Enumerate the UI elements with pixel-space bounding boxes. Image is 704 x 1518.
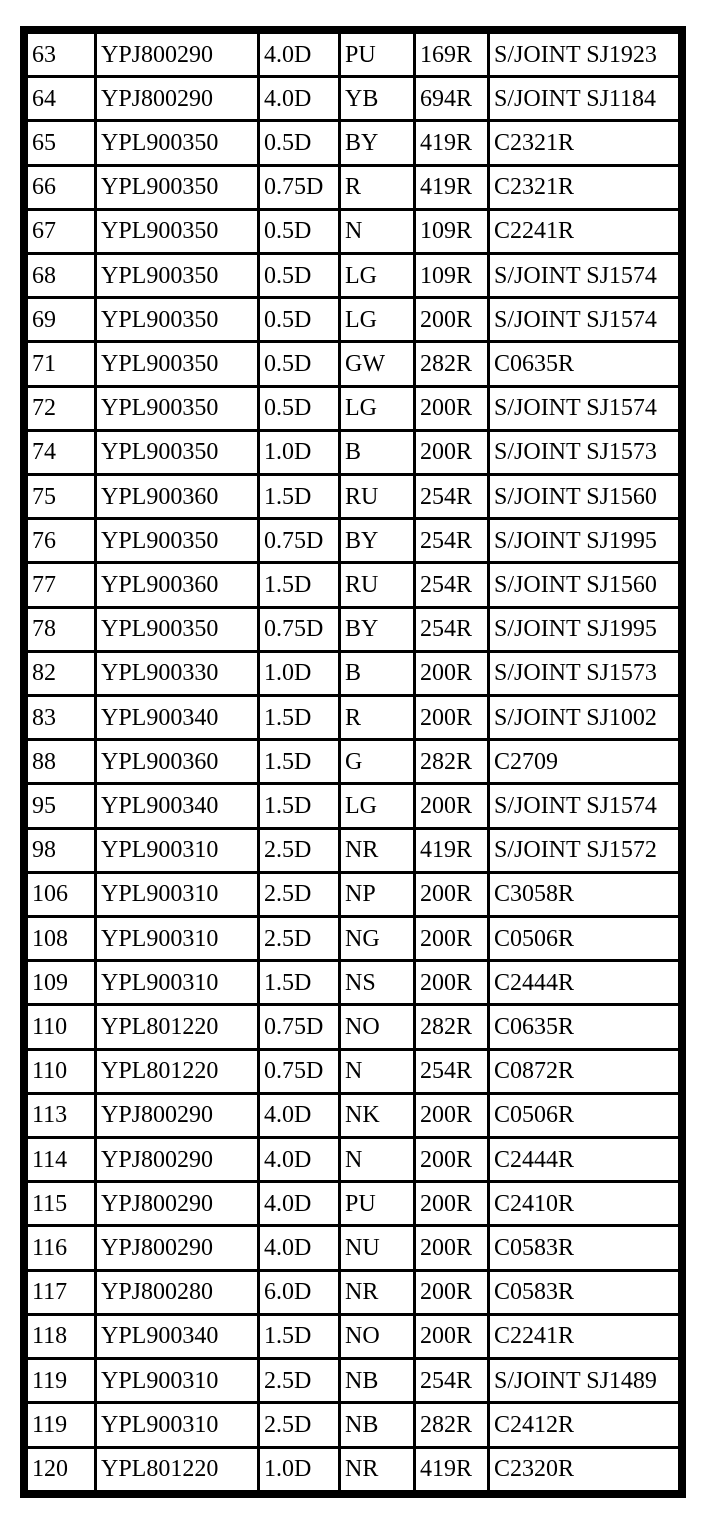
table-row bbox=[28, 299, 678, 340]
connection-cell: S/JOINT SJ1995 bbox=[490, 520, 678, 561]
index-cell: 110 bbox=[28, 1006, 94, 1047]
data-table-body bbox=[28, 34, 678, 1490]
color-code-cell: NO bbox=[341, 1316, 413, 1357]
location-cell: 200R bbox=[416, 653, 487, 694]
color-code-cell: PU bbox=[341, 1183, 413, 1224]
table-row bbox=[28, 78, 678, 119]
connection-cell: C0506R bbox=[490, 1095, 678, 1136]
table-row bbox=[28, 830, 678, 871]
connection-cell: C0872R bbox=[490, 1051, 678, 1092]
location-cell: 200R bbox=[416, 697, 487, 738]
color-code-cell: NR bbox=[341, 1449, 413, 1491]
table-row bbox=[28, 962, 678, 1003]
part-number-cell: YPL900310 bbox=[97, 874, 257, 915]
table-row bbox=[28, 388, 678, 429]
part-number-cell: YPJ800290 bbox=[97, 1183, 257, 1224]
color-code-cell: R bbox=[341, 167, 413, 208]
connection-cell: S/JOINT SJ1574 bbox=[490, 388, 678, 429]
table-row bbox=[28, 697, 678, 738]
index-cell: 95 bbox=[28, 785, 94, 826]
color-code-cell: GW bbox=[341, 343, 413, 384]
part-number-cell: YPL900350 bbox=[97, 432, 257, 473]
part-number-cell: YPJ800290 bbox=[97, 34, 257, 75]
location-cell: 200R bbox=[416, 785, 487, 826]
table-row bbox=[28, 609, 678, 650]
color-code-cell: G bbox=[341, 741, 413, 782]
index-cell: 82 bbox=[28, 653, 94, 694]
location-cell: 419R bbox=[416, 830, 487, 871]
size-cell: 4.0D bbox=[260, 78, 338, 119]
size-cell: 0.5D bbox=[260, 299, 338, 340]
table-row bbox=[28, 1272, 678, 1313]
part-number-cell: YPL801220 bbox=[97, 1006, 257, 1047]
index-cell: 72 bbox=[28, 388, 94, 429]
color-code-cell: NB bbox=[341, 1360, 413, 1401]
color-code-cell: NP bbox=[341, 874, 413, 915]
color-code-cell: N bbox=[341, 1139, 413, 1180]
connection-cell: C2321R bbox=[490, 167, 678, 208]
index-cell: 83 bbox=[28, 697, 94, 738]
location-cell: 200R bbox=[416, 1272, 487, 1313]
part-number-cell: YPL900350 bbox=[97, 609, 257, 650]
size-cell: 4.0D bbox=[260, 34, 338, 75]
part-number-cell: YPL900310 bbox=[97, 830, 257, 871]
size-cell: 0.75D bbox=[260, 520, 338, 561]
size-cell: 2.5D bbox=[260, 830, 338, 871]
connection-cell: C0635R bbox=[490, 343, 678, 384]
table-row bbox=[28, 1404, 678, 1445]
table-row bbox=[28, 653, 678, 694]
location-cell: 200R bbox=[416, 1095, 487, 1136]
location-cell: 419R bbox=[416, 1449, 487, 1491]
color-code-cell: N bbox=[341, 211, 413, 252]
index-cell: 63 bbox=[28, 34, 94, 75]
location-cell: 200R bbox=[416, 1227, 487, 1268]
size-cell: 2.5D bbox=[260, 918, 338, 959]
table-row bbox=[28, 432, 678, 473]
part-number-cell: YPL900350 bbox=[97, 520, 257, 561]
table-row bbox=[28, 741, 678, 782]
connection-cell: S/JOINT SJ1574 bbox=[490, 785, 678, 826]
color-code-cell: NU bbox=[341, 1227, 413, 1268]
connection-cell: C2241R bbox=[490, 1316, 678, 1357]
part-number-cell: YPJ800290 bbox=[97, 1227, 257, 1268]
index-cell: 115 bbox=[28, 1183, 94, 1224]
location-cell: 282R bbox=[416, 741, 487, 782]
index-cell: 113 bbox=[28, 1095, 94, 1136]
index-cell: 114 bbox=[28, 1139, 94, 1180]
connection-cell: S/JOINT SJ1560 bbox=[490, 476, 678, 517]
part-number-cell: YPJ800290 bbox=[97, 1139, 257, 1180]
size-cell: 0.75D bbox=[260, 167, 338, 208]
color-code-cell: LG bbox=[341, 388, 413, 429]
part-number-cell: YPL900310 bbox=[97, 1360, 257, 1401]
index-cell: 66 bbox=[28, 167, 94, 208]
size-cell: 1.5D bbox=[260, 785, 338, 826]
size-cell: 1.5D bbox=[260, 962, 338, 1003]
size-cell: 0.5D bbox=[260, 122, 338, 163]
location-cell: 254R bbox=[416, 520, 487, 561]
size-cell: 1.5D bbox=[260, 741, 338, 782]
table-row bbox=[28, 1227, 678, 1268]
part-number-cell: YPL900340 bbox=[97, 785, 257, 826]
index-cell: 75 bbox=[28, 476, 94, 517]
location-cell: 200R bbox=[416, 1316, 487, 1357]
table-row bbox=[28, 34, 678, 75]
part-number-cell: YPL900360 bbox=[97, 741, 257, 782]
index-cell: 67 bbox=[28, 211, 94, 252]
index-cell: 88 bbox=[28, 741, 94, 782]
connection-cell: C2241R bbox=[490, 211, 678, 252]
index-cell: 68 bbox=[28, 255, 94, 296]
index-cell: 77 bbox=[28, 564, 94, 605]
table-row bbox=[28, 785, 678, 826]
index-cell: 108 bbox=[28, 918, 94, 959]
table-row bbox=[28, 343, 678, 384]
location-cell: 694R bbox=[416, 78, 487, 119]
part-number-cell: YPL900350 bbox=[97, 388, 257, 429]
part-number-cell: YPL900360 bbox=[97, 476, 257, 517]
part-number-cell: YPL900350 bbox=[97, 255, 257, 296]
index-cell: 64 bbox=[28, 78, 94, 119]
table-row bbox=[28, 564, 678, 605]
connection-cell: C2709 bbox=[490, 741, 678, 782]
part-number-cell: YPL900360 bbox=[97, 564, 257, 605]
color-code-cell: YB bbox=[341, 78, 413, 119]
connection-cell: C3058R bbox=[490, 874, 678, 915]
table-row bbox=[28, 520, 678, 561]
location-cell: 282R bbox=[416, 343, 487, 384]
part-number-cell: YPJ800280 bbox=[97, 1272, 257, 1313]
part-number-cell: YPL900350 bbox=[97, 343, 257, 384]
size-cell: 4.0D bbox=[260, 1227, 338, 1268]
index-cell: 76 bbox=[28, 520, 94, 561]
location-cell: 282R bbox=[416, 1404, 487, 1445]
color-code-cell: R bbox=[341, 697, 413, 738]
index-cell: 65 bbox=[28, 122, 94, 163]
location-cell: 254R bbox=[416, 1360, 487, 1401]
size-cell: 1.0D bbox=[260, 432, 338, 473]
connection-cell: C0506R bbox=[490, 918, 678, 959]
index-cell: 98 bbox=[28, 830, 94, 871]
size-cell: 4.0D bbox=[260, 1095, 338, 1136]
connection-cell: S/JOINT SJ1572 bbox=[490, 830, 678, 871]
color-code-cell: LG bbox=[341, 785, 413, 826]
connection-cell: C2444R bbox=[490, 1139, 678, 1180]
table-row bbox=[28, 1360, 678, 1401]
size-cell: 2.5D bbox=[260, 1360, 338, 1401]
location-cell: 109R bbox=[416, 211, 487, 252]
index-cell: 78 bbox=[28, 609, 94, 650]
connection-cell: S/JOINT SJ1560 bbox=[490, 564, 678, 605]
color-code-cell: B bbox=[341, 653, 413, 694]
index-cell: 119 bbox=[28, 1404, 94, 1445]
connection-cell: C2410R bbox=[490, 1183, 678, 1224]
part-number-cell: YPL900350 bbox=[97, 122, 257, 163]
size-cell: 0.5D bbox=[260, 343, 338, 384]
connection-cell: C2412R bbox=[490, 1404, 678, 1445]
table-row bbox=[28, 1316, 678, 1357]
color-code-cell: NS bbox=[341, 962, 413, 1003]
location-cell: 254R bbox=[416, 476, 487, 517]
location-cell: 200R bbox=[416, 1183, 487, 1224]
connection-cell: C0583R bbox=[490, 1272, 678, 1313]
data-table-frame bbox=[20, 26, 686, 1498]
connection-cell: S/JOINT SJ1995 bbox=[490, 609, 678, 650]
size-cell: 4.0D bbox=[260, 1183, 338, 1224]
color-code-cell: LG bbox=[341, 299, 413, 340]
size-cell: 1.0D bbox=[260, 653, 338, 694]
color-code-cell: BY bbox=[341, 520, 413, 561]
table-row bbox=[28, 1006, 678, 1047]
connection-cell: S/JOINT SJ1489 bbox=[490, 1360, 678, 1401]
index-cell: 119 bbox=[28, 1360, 94, 1401]
part-number-cell: YPJ800290 bbox=[97, 78, 257, 119]
location-cell: 254R bbox=[416, 609, 487, 650]
color-code-cell: PU bbox=[341, 34, 413, 75]
location-cell: 419R bbox=[416, 122, 487, 163]
location-cell: 200R bbox=[416, 962, 487, 1003]
color-code-cell: NR bbox=[341, 830, 413, 871]
index-cell: 69 bbox=[28, 299, 94, 340]
location-cell: 419R bbox=[416, 167, 487, 208]
location-cell: 200R bbox=[416, 388, 487, 429]
table-row bbox=[28, 122, 678, 163]
table-row bbox=[28, 1449, 678, 1491]
table-row bbox=[28, 1183, 678, 1224]
location-cell: 254R bbox=[416, 564, 487, 605]
connection-cell: S/JOINT SJ1002 bbox=[490, 697, 678, 738]
size-cell: 6.0D bbox=[260, 1272, 338, 1313]
part-number-cell: YPL801220 bbox=[97, 1449, 257, 1491]
connection-cell: S/JOINT SJ1573 bbox=[490, 432, 678, 473]
location-cell: 200R bbox=[416, 874, 487, 915]
color-code-cell: B bbox=[341, 432, 413, 473]
table-row bbox=[28, 1095, 678, 1136]
connection-cell: S/JOINT SJ1574 bbox=[490, 299, 678, 340]
connection-cell: C0635R bbox=[490, 1006, 678, 1047]
connection-cell: S/JOINT SJ1923 bbox=[490, 34, 678, 75]
size-cell: 1.5D bbox=[260, 1316, 338, 1357]
index-cell: 110 bbox=[28, 1051, 94, 1092]
location-cell: 282R bbox=[416, 1006, 487, 1047]
location-cell: 254R bbox=[416, 1051, 487, 1092]
part-number-cell: YPL900310 bbox=[97, 918, 257, 959]
size-cell: 1.5D bbox=[260, 476, 338, 517]
color-code-cell: LG bbox=[341, 255, 413, 296]
table-row bbox=[28, 1139, 678, 1180]
color-code-cell: NB bbox=[341, 1404, 413, 1445]
data-table bbox=[25, 31, 681, 1493]
size-cell: 1.5D bbox=[260, 564, 338, 605]
table-row bbox=[28, 918, 678, 959]
part-number-cell: YPL900350 bbox=[97, 299, 257, 340]
index-cell: 116 bbox=[28, 1227, 94, 1268]
size-cell: 0.5D bbox=[260, 255, 338, 296]
location-cell: 200R bbox=[416, 1139, 487, 1180]
color-code-cell: RU bbox=[341, 564, 413, 605]
index-cell: 118 bbox=[28, 1316, 94, 1357]
table-row bbox=[28, 476, 678, 517]
size-cell: 2.5D bbox=[260, 874, 338, 915]
part-number-cell: YPL900350 bbox=[97, 167, 257, 208]
table-row bbox=[28, 874, 678, 915]
color-code-cell: BY bbox=[341, 122, 413, 163]
color-code-cell: BY bbox=[341, 609, 413, 650]
color-code-cell: NK bbox=[341, 1095, 413, 1136]
connection-cell: C2444R bbox=[490, 962, 678, 1003]
size-cell: 2.5D bbox=[260, 1404, 338, 1445]
location-cell: 200R bbox=[416, 432, 487, 473]
index-cell: 109 bbox=[28, 962, 94, 1003]
connection-cell: S/JOINT SJ1184 bbox=[490, 78, 678, 119]
part-number-cell: YPL900310 bbox=[97, 1404, 257, 1445]
size-cell: 0.75D bbox=[260, 609, 338, 650]
part-number-cell: YPL900340 bbox=[97, 1316, 257, 1357]
size-cell: 1.5D bbox=[260, 697, 338, 738]
color-code-cell: N bbox=[341, 1051, 413, 1092]
size-cell: 0.75D bbox=[260, 1051, 338, 1092]
color-code-cell: NR bbox=[341, 1272, 413, 1313]
location-cell: 200R bbox=[416, 918, 487, 959]
color-code-cell: NG bbox=[341, 918, 413, 959]
part-number-cell: YPL801220 bbox=[97, 1051, 257, 1092]
index-cell: 74 bbox=[28, 432, 94, 473]
table-row bbox=[28, 211, 678, 252]
location-cell: 109R bbox=[416, 255, 487, 296]
part-number-cell: YPJ800290 bbox=[97, 1095, 257, 1136]
part-number-cell: YPL900310 bbox=[97, 962, 257, 1003]
size-cell: 4.0D bbox=[260, 1139, 338, 1180]
connection-cell: C2321R bbox=[490, 122, 678, 163]
connection-cell: C2320R bbox=[490, 1449, 678, 1491]
size-cell: 1.0D bbox=[260, 1449, 338, 1491]
part-number-cell: YPL900330 bbox=[97, 653, 257, 694]
connection-cell: S/JOINT SJ1574 bbox=[490, 255, 678, 296]
table-row bbox=[28, 167, 678, 208]
connection-cell: S/JOINT SJ1573 bbox=[490, 653, 678, 694]
index-cell: 117 bbox=[28, 1272, 94, 1313]
size-cell: 0.75D bbox=[260, 1006, 338, 1047]
part-number-cell: YPL900340 bbox=[97, 697, 257, 738]
table-row bbox=[28, 255, 678, 296]
index-cell: 106 bbox=[28, 874, 94, 915]
index-cell: 120 bbox=[28, 1449, 94, 1491]
color-code-cell: RU bbox=[341, 476, 413, 517]
size-cell: 0.5D bbox=[260, 211, 338, 252]
connection-cell: C0583R bbox=[490, 1227, 678, 1268]
color-code-cell: NO bbox=[341, 1006, 413, 1047]
table-row bbox=[28, 1051, 678, 1092]
part-number-cell: YPL900350 bbox=[97, 211, 257, 252]
location-cell: 200R bbox=[416, 299, 487, 340]
size-cell: 0.5D bbox=[260, 388, 338, 429]
location-cell: 169R bbox=[416, 34, 487, 75]
index-cell: 71 bbox=[28, 343, 94, 384]
